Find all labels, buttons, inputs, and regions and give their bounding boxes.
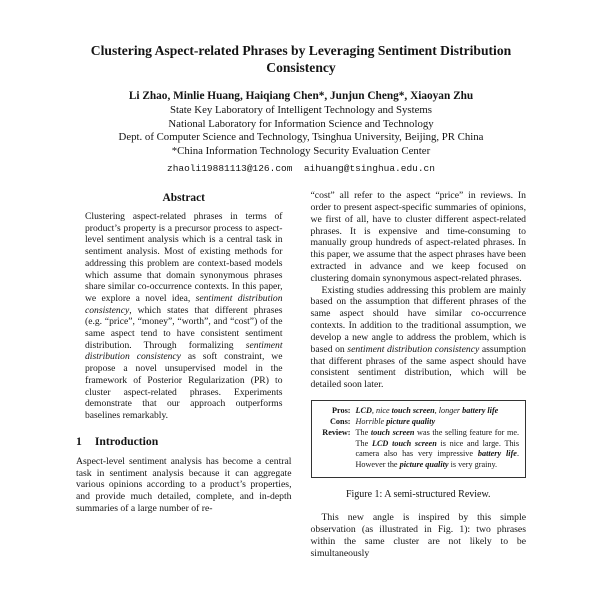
paragraph-existing-studies: Existing studies addressing this problem are mainly based on the assumption that different phrases of the same aspect should have similar co-occurrence contexts. In addition to the traditional assumption, we develop a new angle to address the problem, which is based on sentiment distribution consistency assumption that different phrases of the same aspect should have consistent sentiment distribution, which will be detailed soon later. (310, 284, 526, 391)
emails-line: zhaoli19881113@126.com aihuang@tsinghua.edu.cn (167, 163, 435, 175)
figure-label-pros: Pros: (332, 406, 351, 416)
abstract-text: Clustering aspect-related phrases in terms of product’s property is a precursor process to aspect-level sentiment analysis which is a central task in sentiment analysis. Most of existing methods for addressing this problem are context-based models which assume that domain synonymous phrases share similar co-occurrence contexts. In this paper, we explore a novel idea, sentiment distribution consistency, which states that different phrases (e.g. “price”, “money”, “worth”, and “cost”) of the same aspect tend to have consistent sentiment distribution. Through formalizing sentiment distribution consistency as soft constraint, we propose a novel unsupervised model in the framework of Posterior Regularization (PR) to cluster aspect-related phrases. Experiments demonstrate that our approach outperforms baselines remarkably. (85, 211, 283, 421)
figure-box (311, 400, 527, 478)
authors-line: Li Zhao, Minlie Huang, Haiqiang Chen*, Junjun Cheng*, Xiaoyan Zhu (128, 89, 474, 102)
introduction-paragraph: Aspect-level sentiment analysis has become a central task in sentiment analysis because it can aggregate various opinions according to a product’s properties, and provide much detailed, complete, and in-depth summaries of a large number of re- (76, 455, 292, 514)
figure-content-review: The touch screen was the selling feature for me. The LCD touch screen is nice and large. This camera also has very impressive battery life. However the picture quality is very grainy. (355, 427, 520, 470)
paragraph-cost-refer: “cost” all refer to the aspect “price” in reviews. In order to present aspect-specific summaries of opinions, we first of all, have to cluster different aspect-related phrases. It is expensive and time-consuming to manually group hundreds of aspect-related phrases. In this paper, we assume that the aspect phrases have been extracted in advance and we keep focused on clustering domain synonymous aspect-related phrases. (310, 190, 526, 284)
figure-row-review (315, 428, 520, 471)
left-column (76, 190, 292, 559)
right-column (311, 190, 527, 559)
abstract-heading: Abstract (162, 192, 205, 205)
figure-label-review: Review: (322, 427, 351, 437)
section-number: 1 (76, 434, 82, 448)
figure-caption: Figure 1: A semi-structured Review. (345, 489, 491, 501)
introduction-heading (76, 435, 292, 448)
affiliation-line: National Laboratory for Information Science and Technology (168, 117, 434, 130)
figure-content-pros: LCD, nice touch screen, longer battery life (355, 406, 499, 416)
figure-row-pros (315, 406, 520, 417)
affiliation-line: *China Information Technology Security Evaluation Center (171, 145, 431, 158)
figure-content-cons: Horrible picture quality (355, 416, 436, 426)
two-column-body (76, 190, 526, 559)
figure-label-cons: Cons: (330, 416, 351, 426)
section-title: Introduction (94, 434, 159, 448)
figure-row-cons (315, 417, 520, 428)
paragraph-new-angle: This new angle is inspired by this simple observation (as illustrated in Fig. 1): two phrases within the same cluster are not likely to be simultaneously (310, 512, 526, 559)
paper-title: Clustering Aspect-related Phrases by Leveraging Sentiment Distribution Consistency (90, 43, 512, 76)
affiliation-line: State Key Laboratory of Intelligent Technology and Systems (169, 103, 432, 116)
affiliation-line: Dept. of Computer Science and Technology, Tsinghua University, Beijing, PR China (118, 131, 484, 144)
affiliations-block (76, 104, 526, 159)
